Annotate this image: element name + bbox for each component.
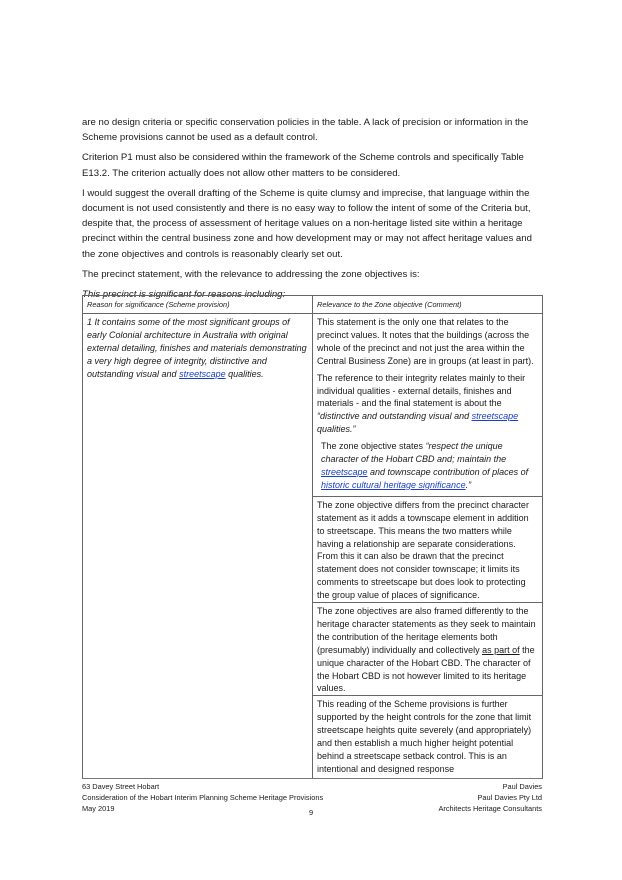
significance-table (82, 295, 543, 779)
paragraph: I would suggest the overall drafting of the Scheme is quite clumsy and imprecise, that language within the document is not used consistently and there is no easy way to follow the intent of some of the Criteria but, despite that, the process of assessment of heritage values on a non-heritage listed site within a heritage precinct within the central business zone and how development may or may not affect heritage values and the zone objectives and controls is reasonably clearly set out. (82, 187, 532, 260)
footer-left (82, 781, 323, 814)
streetscape-link[interactable]: streetscape (179, 368, 226, 379)
footer-date: May 2019 (82, 804, 115, 813)
streetscape-link[interactable]: streetscape (471, 411, 519, 422)
streetscape-link[interactable]: streetscape (321, 466, 368, 477)
comment-cell (313, 314, 543, 779)
quote-text: “respect the unique character of the Hobart CBD and; maintain the (321, 441, 507, 465)
comment-text: The zone objective states (321, 441, 426, 452)
reason-text-end: qualities. (225, 368, 264, 379)
paragraph: The precinct statement, with the relevance to addressing the zone objectives is: (82, 268, 420, 280)
heritage-significance-link[interactable]: historic cultural heritage significance (321, 479, 466, 490)
footer-document-title: Consideration of the Hobart Interim Planning Scheme Heritage Provisions (82, 793, 324, 802)
underlined-text: as part of (482, 644, 520, 655)
comment-paragraph (317, 372, 538, 437)
column-header-relevance: Relevance to the Zone objective (Comment) (313, 296, 543, 314)
page-number: 9 (309, 808, 314, 817)
quote-text-end: qualities.” (317, 424, 356, 435)
table-row (83, 314, 543, 779)
table-header-row (83, 296, 543, 314)
footer-author: Paul Davies (502, 782, 542, 791)
comment-paragraph: The zone objective differs from the precinct character statement as it adds a townscape element in addition to streetscape. This means the two matters while having a relationship are separate considerations. From this it can also be drawn that the precinct statement does not consider townscape; it limits its comments to streetscape but does look to protecting the group value of places of significance. (313, 496, 542, 602)
reason-cell (83, 314, 313, 779)
comment-paragraph: This reading of the Scheme provisions is further supported by the height controls for the zone that limit streetscape heights quite severely (and appropriately) and then establish a much higher height potential behind a streetscape setback control. This is an intentional and designed response (313, 695, 542, 775)
comment-quote (317, 411, 518, 434)
comment-paragraph: This statement is the only one that relates to the precinct values. It notes that the buildings (across the whole of the precinct and not just the area within the Central Business Zone) are in groups (at least in part). (317, 317, 534, 366)
footer-address: 63 Davey Street Hobart (82, 782, 160, 791)
footer-divider (82, 778, 542, 779)
footer-right (438, 781, 542, 814)
italic-intro: This precinct is significant for reasons including: (82, 289, 286, 301)
comment-text: The zone objectives are also framed differently to the heritage character statements as they seek to maintain the contribution of the heritage elements both (presumably) individually and collectively (317, 606, 536, 655)
comment-paragraph (313, 602, 542, 695)
comment-paragraph (321, 440, 538, 492)
reason-text: 1 It contains some of the most significant groups of early Colonial architecture in Australia with original external detailing, finishes and materials demonstrating a very high degree of integrity, distinctive and outstanding visual and (87, 317, 307, 379)
paragraph: Criterion P1 must also be considered within the framework of the Scheme controls and specifically Table E13.2. The criterion actually does not allow other matters to be considered. (82, 152, 524, 179)
quote-text: and townscape contribution of places of (367, 466, 529, 477)
comment-text: the unique character of the Hobart CBD. The character of the Hobart CBD is not however limited to its heritage values. (317, 644, 535, 694)
quote-text: “distinctive and outstanding visual and (317, 411, 472, 422)
footer-role: Architects Heritage Consultants (438, 804, 542, 813)
paragraph: are no design criteria or specific conservation policies in the table. A lack of precision or information in the Scheme provisions cannot be used as a default control. (82, 117, 529, 144)
comment-text: The reference to their integrity relates mainly to their individual qualities - external details, finishes and materials - and the final statement is about the (317, 372, 526, 409)
footer-company: Paul Davies Pty Ltd (477, 793, 542, 802)
quote-text-end: .” (465, 479, 472, 490)
column-header-reason: Reason for significance (Scheme provision) (83, 296, 313, 314)
body-text (82, 115, 542, 307)
